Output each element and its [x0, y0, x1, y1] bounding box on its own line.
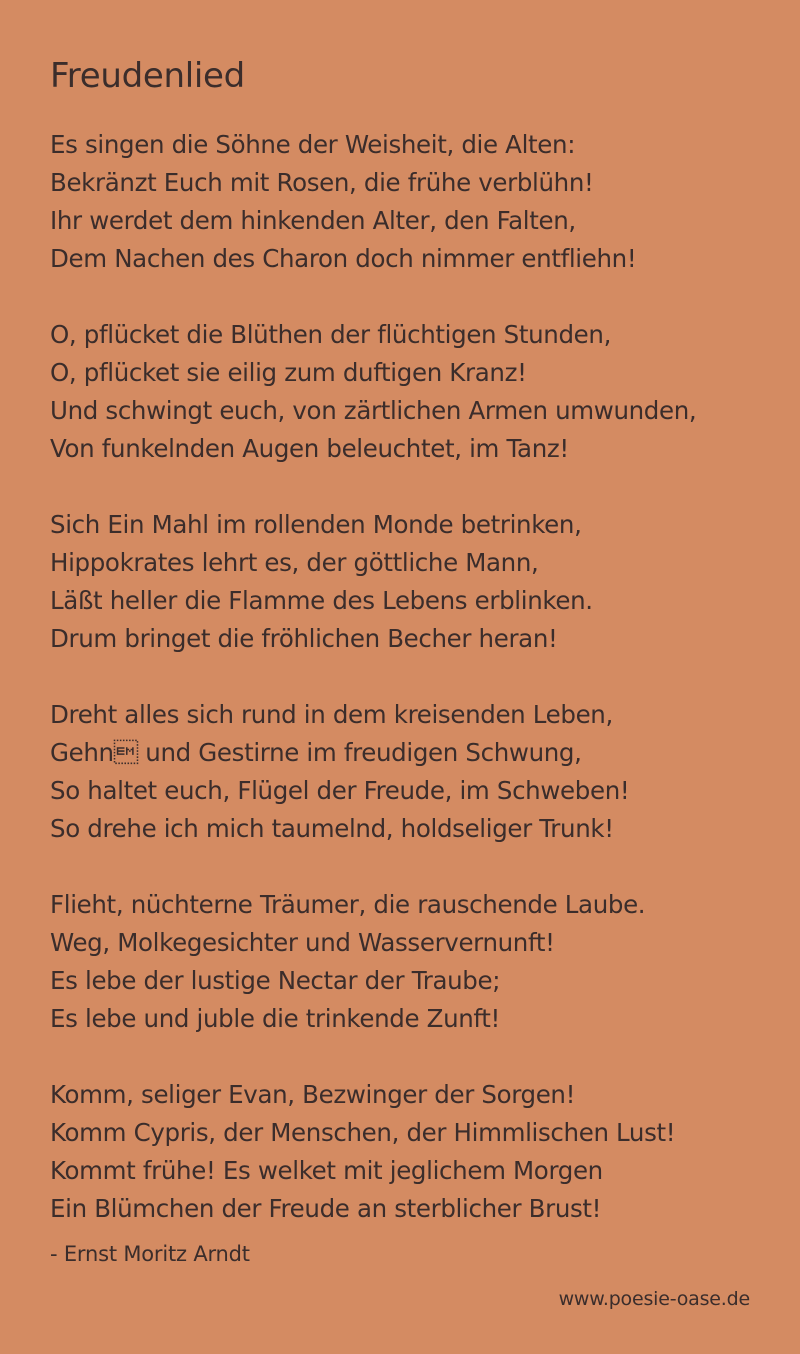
poem-author: - Ernst Moritz Arndt — [50, 1242, 250, 1266]
poem-line: Sich Ein Mahl im rollenden Monde betrinken, — [50, 510, 582, 539]
website-link[interactable]: www.poesie-oase.de — [558, 1288, 750, 1310]
poem-body — [50, 126, 780, 1266]
stanza-4 — [50, 696, 780, 848]
poem-line: Bekränzt Euch mit Rosen, die frühe verblühn! — [50, 168, 594, 197]
poem-line: So haltet euch, Flügel der Freude, im Schweben! — [50, 776, 630, 805]
poem-line: Es lebe und juble die trinkende Zunft! — [50, 1004, 500, 1033]
stanza-1 — [50, 126, 780, 278]
poem-line: Kommt frühe! Es welket mit jeglichem Morgen — [50, 1156, 603, 1185]
poem-line: Es lebe der lustige Nectar der Traube; — [50, 966, 501, 995]
poem-line: Und schwingt euch, von zärtlichen Armen umwunden, — [50, 396, 697, 425]
stanza-3 — [50, 506, 780, 658]
poem-line: Dem Nachen des Charon doch nimmer entfliehn! — [50, 244, 637, 273]
poem-line: Hippokrates lehrt es, der göttliche Mann, — [50, 548, 539, 577]
poem-line: Drum bringet die fröhlichen Becher heran! — [50, 624, 558, 653]
poem-line: Komm, seliger Evan, Bezwinger der Sorgen! — [50, 1080, 576, 1109]
poem-line: Gehn und Gestirne im freudigen Schwung, — [50, 738, 582, 767]
poem-line: Weg, Molkegesichter und Wasservernunft! — [50, 928, 555, 957]
poem-line: So drehe ich mich taumelnd, holdseliger Trunk! — [50, 814, 614, 843]
poem-line: Ein Blümchen der Freude an sterblicher Brust! — [50, 1194, 602, 1223]
poem-line: Läßt heller die Flamme des Lebens erblinken. — [50, 586, 593, 615]
poem-line: O, pflücket die Blüthen der flüchtigen Stunden, — [50, 320, 612, 349]
poem-line: Flieht, nüchterne Träumer, die rauschende Laube. — [50, 890, 646, 919]
poem-line: Ihr werdet dem hinkenden Alter, den Falten, — [50, 206, 576, 235]
poem-line: Von funkelnden Augen beleuchtet, im Tanz! — [50, 434, 569, 463]
stanza-6 — [50, 1076, 780, 1228]
poem-line: Es singen die Söhne der Weisheit, die Alten: — [50, 130, 576, 159]
poem-line: O, pflücket sie eilig zum duftigen Kranz! — [50, 358, 527, 387]
poem-title: Freudenlied — [50, 56, 245, 96]
poem-line: Dreht alles sich rund in dem kreisenden Leben, — [50, 700, 613, 729]
stanza-5 — [50, 886, 780, 1038]
poem-line: Komm Cypris, der Menschen, der Himmlischen Lust! — [50, 1118, 676, 1147]
stanza-2 — [50, 316, 780, 468]
